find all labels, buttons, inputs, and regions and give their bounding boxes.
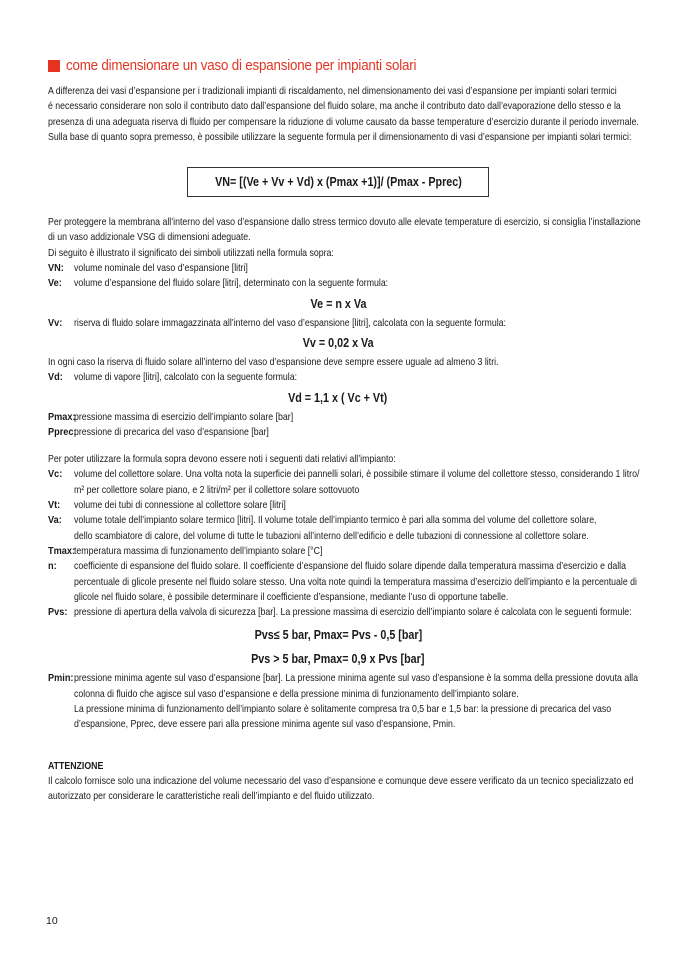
title-text: come dimensionare un vaso di espansione per impianti solari	[66, 58, 417, 74]
definition-text: m² per collettore solare piano, e 2 litri/m² per il collettore solare sottovuoto	[74, 484, 360, 496]
symbol: Pprec:	[48, 426, 77, 438]
formula-text: Pvs > 5 bar, Pmax= 0,9 x Pvs [bar]	[251, 652, 425, 667]
formula-text: Pvs≤ 5 bar, Pmax= Pvs - 0,5 [bar]	[254, 628, 422, 643]
definition-text: temperatura massima di funzionamento dell’impianto solare [°C]	[74, 545, 323, 557]
definition-pmax	[48, 410, 628, 425]
definition-text: pressione di precarica del vaso d’espansione [bar]	[74, 426, 269, 438]
formula-ve	[48, 292, 628, 316]
formula-pmax-low	[48, 623, 628, 647]
definition-text: d’espansione, Pprec, deve essere pari alla pressione minima agente sul vaso d’espansione, Pmin.	[74, 719, 456, 731]
definition-text: pressione minima agente sul vaso d’espansione [bar]. La pressione minima agente sul vaso d’espansione è la somma della pressione dovuta alla	[74, 673, 638, 685]
definition-text: pressione massima di esercizio dell’impianto solare [bar]	[74, 411, 294, 423]
reserve-note: In ogni caso la riserva di fluido solare all’interno del vaso d’espansione deve sempre essere uguale ad almeno 3 litri.	[48, 356, 499, 368]
definition-pprec	[48, 425, 628, 440]
formula-text: Vv = 0,02 x Va	[302, 335, 374, 350]
main-formula-box	[187, 167, 489, 197]
definition-n	[48, 559, 637, 605]
section-title	[48, 58, 628, 74]
protect-paragraph	[48, 215, 641, 261]
intro-paragraph	[48, 84, 639, 145]
formula-vv	[48, 331, 628, 355]
intro-line: Sulla base di quanto sopra premesso, è possibile utilizzare la seguente formula per il dimensionamento di vasi d’espansione per impianti solari termici:	[48, 131, 632, 143]
definition-text: volume d’espansione del fluido solare [litri], determinato con la seguente formula:	[74, 278, 389, 290]
definition-va	[48, 513, 628, 544]
symbol: Vd:	[48, 372, 63, 384]
symbol: Va:	[48, 515, 62, 527]
protect-line: Per proteggere la membrana all’interno del vaso d’espansione dallo stress termico dovuto alle elevate temperature di esercizio, si consiglia l’installazione	[48, 217, 641, 229]
definition-text: volume del collettore solare. Una volta nota la superficie dei pannelli solari, è possibile stimare il volume del collettore stesso, considerando 1 litro/	[74, 469, 640, 481]
definition-text: percentuale di glicole presente nel fluido solare stesso. Una volta note quindi la temperatura massima d’esercizio dell’impianto e la percentuale di	[74, 576, 637, 588]
definition-vn	[48, 261, 628, 276]
definition-text: glicole nel fluido solare, è possibile determinare il coefficiente d’espansione, mediante l’uso di opportune tabelle.	[74, 591, 509, 603]
title-marker-square	[48, 60, 60, 72]
definition-text: dello scambiatore di calore, del volume di tutte le tubazioni all’interno dell’edificio e delle tubazioni di connessione al collettore solare.	[74, 530, 589, 542]
symbol: Pmax:	[48, 411, 76, 423]
definition-text: pressione di apertura della valvola di sicurezza [bar]. La pressione massima di esercizio dell’impianto solare é calcolata con le seguenti formule:	[74, 607, 632, 619]
definition-vd	[48, 370, 628, 385]
definition-text: volume totale dell’impianto solare termico [litri]. Il volume totale dell’impianto termico è pari alla somma del volume del collettore solare,	[74, 515, 597, 527]
symbol: n:	[48, 561, 57, 573]
known-data-intro: Per poter utilizzare la formula sopra devono essere noti i seguenti dati relativi all’impianto:	[48, 454, 396, 466]
page-number: 10	[46, 915, 58, 927]
intro-line: é necessario considerare non solo il contributo dato dall’espansione del fluido solare, ma anche il contributo dato dall’evaporazione dello stesso e la	[48, 101, 621, 113]
definition-text: colonna di fluido che agisce sul vaso d’espansione e della pressione minima di funzionamento dell’impianto solare.	[74, 688, 519, 700]
symbol: Vc:	[48, 469, 63, 481]
definition-vt	[48, 498, 628, 513]
attention-title: ATTENZIONE	[48, 760, 104, 772]
symbol: Pvs:	[48, 607, 68, 619]
definition-text: riserva di fluido solare immagazzinata all’interno del vaso d’espansione [litri], calcolata con la seguente formula:	[74, 317, 506, 329]
formula-pmax-high	[48, 647, 628, 671]
protect-line: di un vaso addizionale VSG di dimensioni adeguate.	[48, 232, 251, 244]
definition-vv	[48, 316, 628, 331]
symbol: Pmin:	[48, 673, 74, 685]
intro-line: presenza di una adeguata riserva di fluido per compensare la riduzione di volume causato da basse temperature d’esercizio durante il periodo invernale.	[48, 116, 639, 128]
definition-text: coefficiente di espansione del fluido solare. Il coefficiente d’espansione del fluido solare dipende dalla temperatura massima d’esercizio e dalla	[74, 561, 626, 573]
formula-text: Ve = n x Va	[310, 296, 366, 311]
definition-ve	[48, 276, 628, 291]
main-formula: VN= [(Ve + Vv + Vd) x (Pmax +1)]/ (Pmax - Pprec)	[214, 175, 462, 190]
definition-text: volume nominale del vaso d’espansione [litri]	[74, 263, 248, 275]
symbol: Vv:	[48, 317, 63, 329]
protect-line: Di seguito è illustrato il significato dei simboli utilizzati nella formula sopra:	[48, 247, 334, 259]
attention-line: autorizzato per considerare le caratteristiche reali dell’impianto e del fluido utilizzato.	[48, 791, 375, 803]
symbol: Tmax:	[48, 545, 76, 557]
definition-vc	[48, 467, 640, 498]
symbol: Vt:	[48, 500, 61, 512]
definition-pmin	[48, 671, 638, 732]
symbol: VN:	[48, 263, 64, 275]
definition-text: volume dei tubi di connessione al collettore solare [litri]	[74, 500, 286, 512]
symbol: Ve:	[48, 278, 62, 290]
definition-tmax	[48, 544, 628, 559]
definition-text: volume di vapore [litri], calcolato con la seguente formula:	[74, 372, 298, 384]
attention-line: Il calcolo fornisce solo una indicazione del volume necessario del vaso d’espansione e comunque deve essere verificato da un tecnico specializzato ed	[48, 775, 634, 787]
definition-text: La pressione minima di funzionamento dell’impianto solare è solitamente compresa tra 0,5 bar e 1,5 bar: la pressione di precarica del vaso	[74, 704, 612, 716]
intro-line: A differenza dei vasi d’espansione per i tradizionali impianti di riscaldamento, nel dimensionamento dei vasi d’espansione per impianti solari termici	[48, 86, 617, 97]
formula-vd	[48, 386, 628, 410]
definition-pvs	[48, 605, 632, 620]
page-content	[48, 58, 641, 805]
formula-text: Vd = 1,1 x ( Vc + Vt)	[288, 390, 388, 405]
